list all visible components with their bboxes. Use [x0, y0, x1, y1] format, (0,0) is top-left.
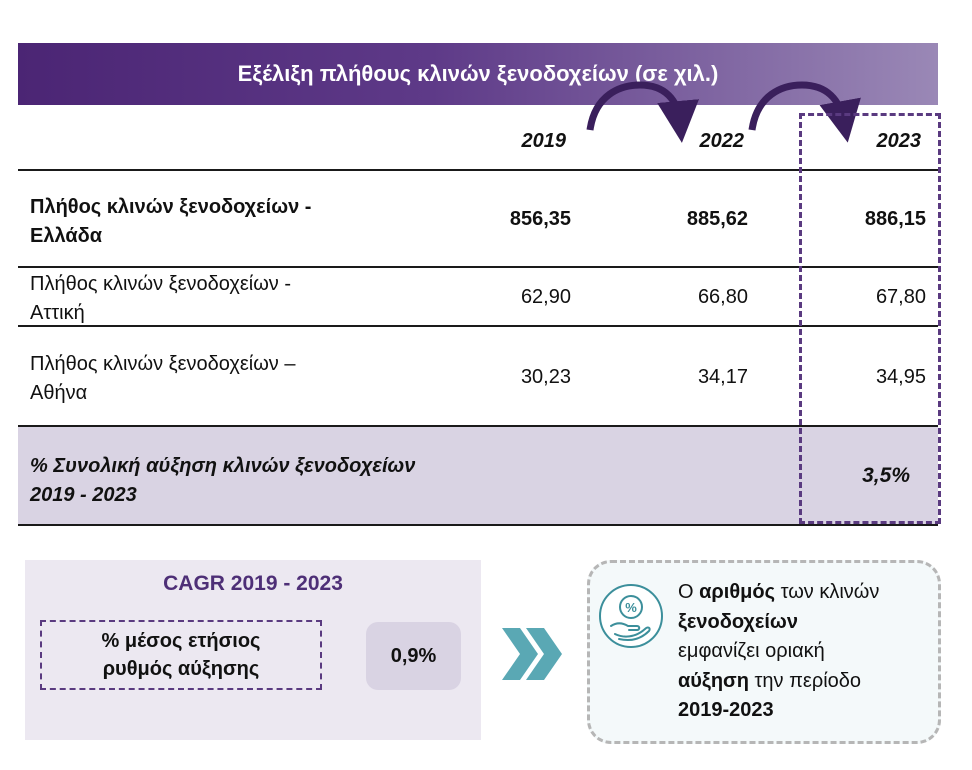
- cell-athens-2022: 34,17: [697, 366, 748, 388]
- cell-attica-2019: 62,90: [520, 286, 571, 308]
- cell-attica-2022: 66,80: [697, 286, 748, 308]
- double-chevron-icon: [500, 626, 570, 682]
- table-bottom-border: [18, 524, 938, 526]
- row-label-athens: Πλήθος κλινών ξενοδοχείων – Αθήνα: [30, 353, 296, 404]
- total-growth-value: 3,5%: [862, 464, 910, 487]
- row-label-greece: Πλήθος κλινών ξενοδοχείων - Ελλάδα: [30, 196, 312, 247]
- cell-attica-2023: 67,80: [875, 286, 926, 308]
- table-title: Εξέλιξη πλήθους κλινών ξενοδοχείων (σε χιλ.): [237, 61, 719, 86]
- callout-text: Ο αριθμός των κλινών ξενοδοχείων εμφανίζει οριακή αύξηση την περίοδο 2019-2023: [678, 581, 880, 721]
- cell-greece-2019: 856,35: [509, 208, 571, 230]
- arrow-2019-2022: [590, 85, 680, 130]
- col-header-2022: 2022: [699, 130, 744, 152]
- cagr-title: CAGR 2019 - 2023: [163, 572, 343, 595]
- cagr-description: % μέσος ετήσιος ρυθμός αύξησης: [40, 620, 322, 690]
- cagr-value: 0,9%: [366, 622, 461, 690]
- percent-hand-icon: [597, 582, 665, 650]
- total-row-label: % Συνολική αύξηση κλινών ξενοδοχείων 2019 - 2023: [30, 455, 416, 506]
- cell-athens-2023: 34,95: [875, 366, 926, 388]
- col-2023-highlight: [799, 113, 941, 524]
- cell-greece-2023: 886,15: [864, 208, 926, 230]
- cell-athens-2019: 30,23: [520, 366, 571, 388]
- row-label-attica: Πλήθος κλινών ξενοδοχείων - Αττική: [30, 273, 292, 324]
- col-header-2023: 2023: [876, 130, 921, 152]
- cell-greece-2022: 885,62: [686, 208, 748, 230]
- svg-text:%: %: [625, 600, 637, 615]
- col-header-2019: 2019: [521, 130, 566, 152]
